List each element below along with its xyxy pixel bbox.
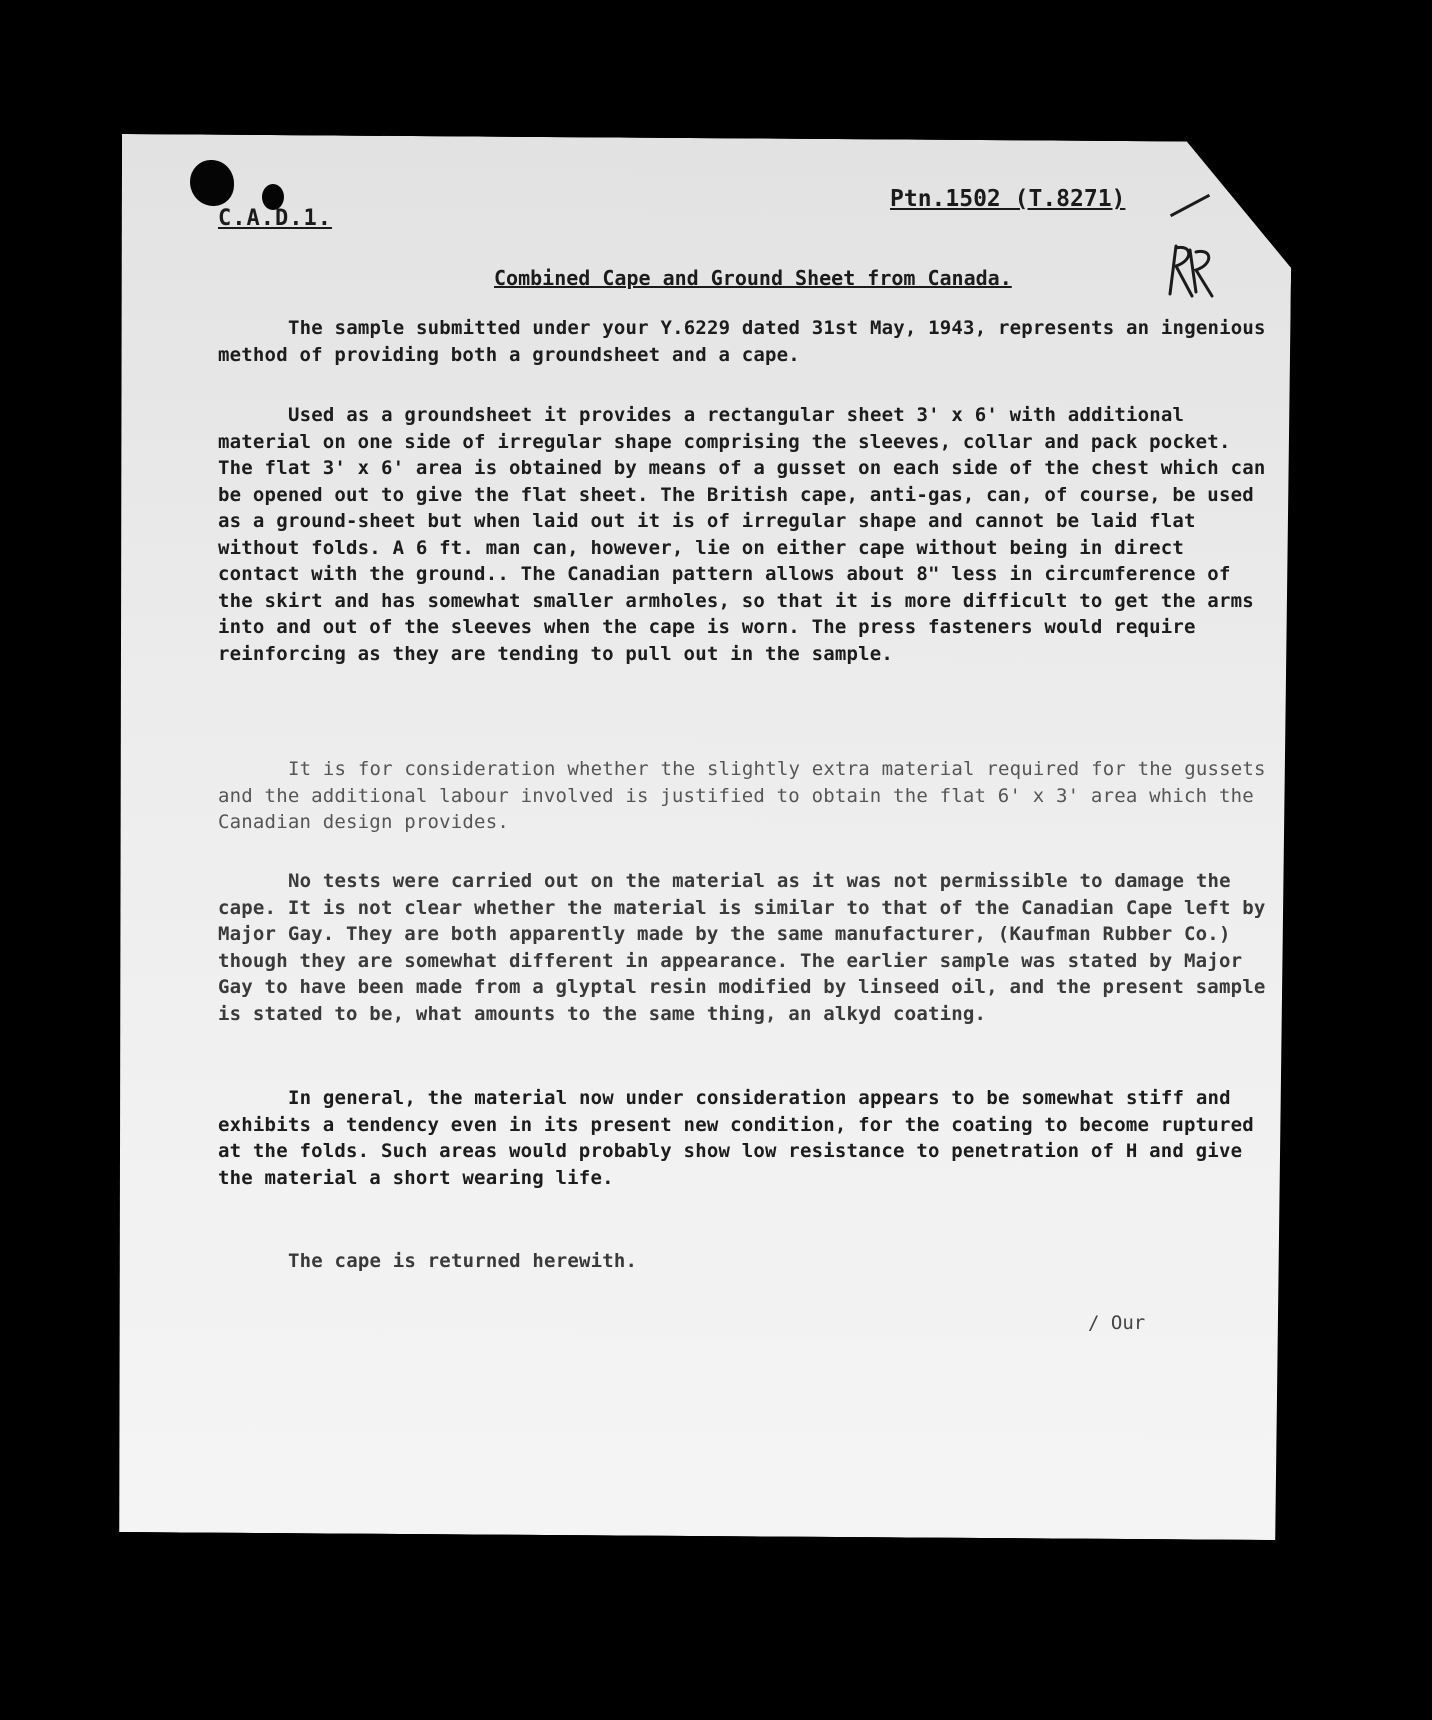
paragraph-1: The sample submitted under your Y.6229 dated 31st May, 1943, represents an ingenious method of providing both a groundsheet and a cape. <box>218 317 1266 366</box>
paragraph-5: In general, the material now under consideration appears to be somewhat stiff and exhibits a tendency even in its present new condition, for the coating to become ruptured at the folds. Such areas would probably show low resistance to penetration of H and give the material a short wearing life. <box>218 1087 1254 1189</box>
reference-right: Ptn.1502 (T.8271) <box>890 186 1126 212</box>
paragraph-3: It is for consideration whether the slightly extra material required for the gussets and the additional labour involved is justified to obtain the flat 6' x 3' area which the Canadian design provides. <box>218 758 1266 833</box>
paragraph-4: No tests were carried out on the material as it was not permissible to damage the cape. It is not clear whether the material is similar to that of the Canadian Cape left by Major Gay. They are both apparently made by the same manufacturer, (Kaufman Rubber Co.) though they are somewhat different in appearance. The earlier sample was stated by Major Gay to have been made from a glyptal resin modified by linseed oil, and the present sample is stated to be, what amounts to the same thing, an alkyd coating. <box>218 870 1266 1025</box>
reference-left: C.A.D.1. <box>218 206 332 231</box>
handwritten-initials <box>1162 240 1222 300</box>
document-title: Combined Cape and Ground Sheet from Canada. <box>494 266 1012 290</box>
paragraph-2: Used as a groundsheet it provides a rectangular sheet 3' x 6' with additional material on one side of irregular shape comprising the sleeves, collar and pack pocket. The flat 3' x 6' area is obtained by means of a gusset on each side of the chest which can be opened out to give the flat sheet. The British cape, anti-gas, can, of course, be used as a ground-sheet but when laid out it is of irregular shape and cannot be laid flat without folds. A 6 ft. man can, however, lie on either cape without being in direct contact with the ground.. The Canadian pattern allows about 8" less in circumference of the skirt and has somewhat smaller armholes, so that it is more difficult to get the arms into and out of the sleeves when the cape is worn. The press fasteners would require reinforcing as they are tending to pull out in the sample. <box>218 404 1266 665</box>
paragraph-6: The cape is returned herewith. <box>288 1250 638 1272</box>
continuation-footer: / Our <box>1088 1312 1146 1334</box>
punch-hole <box>190 160 234 206</box>
